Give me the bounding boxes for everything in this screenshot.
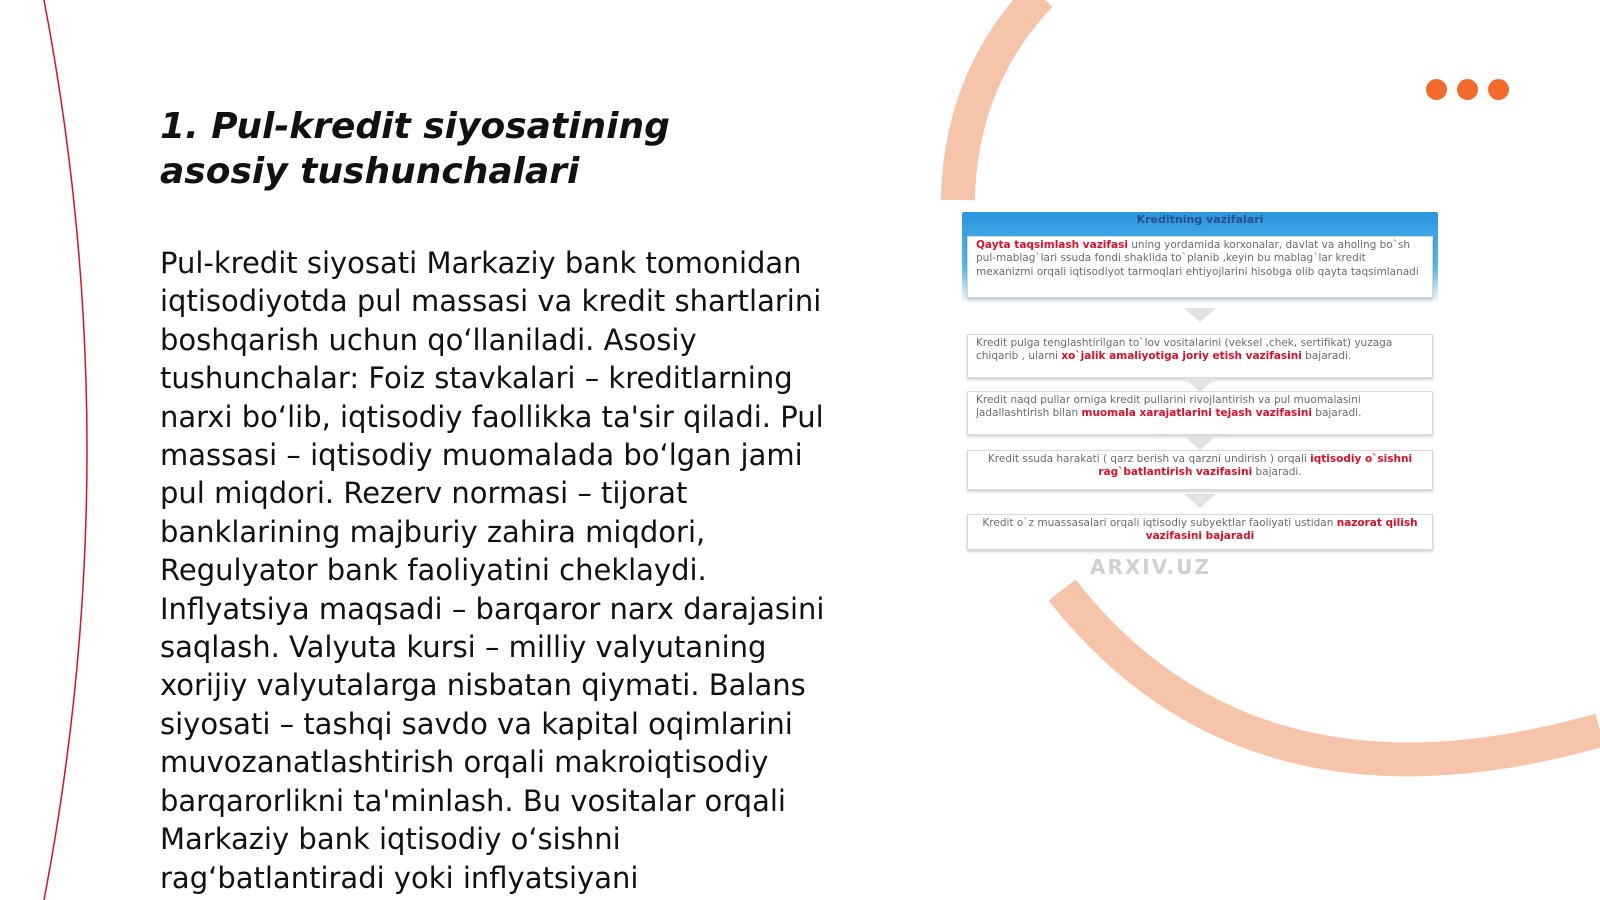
orange-ring-bottom — [1062, 590, 1600, 759]
down-arrow-icon — [1184, 308, 1216, 322]
box-text: Kredit pulga tenglashtirilgan to`lov vositalarini (veksel ,chek, sertifikat) yuzaga chiqarib , ularni — [976, 337, 1393, 363]
dot-3 — [1488, 79, 1509, 100]
diagram-box-payment-means — [967, 334, 1433, 378]
box-after: bajaradi. — [1311, 407, 1362, 420]
box-text: Kredit ssuda harakati ( qarz berish va qarzni undirish ) orqali — [987, 453, 1311, 465]
down-arrow-icon — [1184, 494, 1216, 508]
box-text: Kredit naqd pullar orniga kredit pullarini rivojlantirish va pul muomalasini jadallashtirish bilan — [976, 394, 1361, 420]
dot-1 — [1426, 79, 1447, 100]
box-highlight: muomala xarajatlarini tejash vazifasini — [1081, 407, 1312, 420]
diagram-box-cost-saving — [967, 391, 1433, 435]
down-arrow-icon — [1184, 436, 1216, 450]
box-text: Kredit o`z muassasalari orqali iqtisodiy subyektlar faoliyati ustidan — [982, 517, 1337, 529]
box-text: uning yordamida korxonalar, davlat va aholing bo`sh pul-mablag`lari ssuda fondi shaklida to`planib ,keyin bu mablag`lar kredit mexanizmi orqali iqtisodiyot tarmoqlari ehtiyojlarini hisobga olib qayta taqsimlanadi — [976, 239, 1419, 278]
credit-functions-diagram — [962, 212, 1438, 552]
box-after: bajaradi. — [1252, 466, 1302, 479]
diagram-box-control — [967, 514, 1433, 550]
down-arrow-icon — [1184, 378, 1216, 392]
dot-2 — [1457, 79, 1478, 100]
diagram-title: Kreditning vazifalari — [1136, 213, 1264, 226]
slide-body-text: Pul-kredit siyosati Markaziy bank tomonidan iqtisodiyotda pul massasi va kredit shartlarini boshqarish uchun qo‘llaniladi. Asosiy tushunchalar: Foiz stavkalari – kreditlarning narxi bo‘lib, iqtisodiy faollikka ta'sir qiladi. Pul massasi – iqtisodiy muomalada bo‘lgan jami pul miqdori. Rezerv normasi – tijorat banklarining majburiy zahira miqdori, Regulyator bank faoliyatini cheklaydi. Inflyatsiya maqsadi – barqaror narx darajasini saqlash. Valyuta kursi – milliy valyutaning xorijiy valyutalarga nisbatan qiymati. Balans siyosati – tashqi savdo va kapital oqimlarini muvozanatlashtirish orqali makroiqtisodiy barqarorlikni ta'minlash. Bu vositalar orqali Markaziy bank iqtisodiy o‘sishni rag‘batlantiradi yoki inflyatsiyani — [160, 246, 825, 895]
diagram-box-redistribution — [967, 236, 1433, 298]
more-dots-icon — [1426, 79, 1509, 100]
slide-title: 1. Pul-kredit siyosatining asosiy tushunchalari — [160, 106, 670, 192]
box-highlight: nazorat qilish vazifasini bajaradi — [1145, 517, 1418, 543]
watermark-logo: ARXIV.UZ — [1090, 555, 1211, 579]
box-highlight: xo`jalik amaliyotiga joriy etish vazifasini — [1061, 350, 1302, 363]
orange-ring-top — [958, 0, 1040, 200]
diagram-box-growth — [967, 450, 1433, 490]
left-red-arc — [44, 0, 87, 900]
box-highlight: iqtisodiy o`sishni rag`batlantirish vazifasini — [1098, 453, 1413, 479]
box-after: bajaradi. — [1301, 350, 1352, 363]
box-highlight: Qayta taqsimlash vazifasi — [976, 239, 1128, 251]
